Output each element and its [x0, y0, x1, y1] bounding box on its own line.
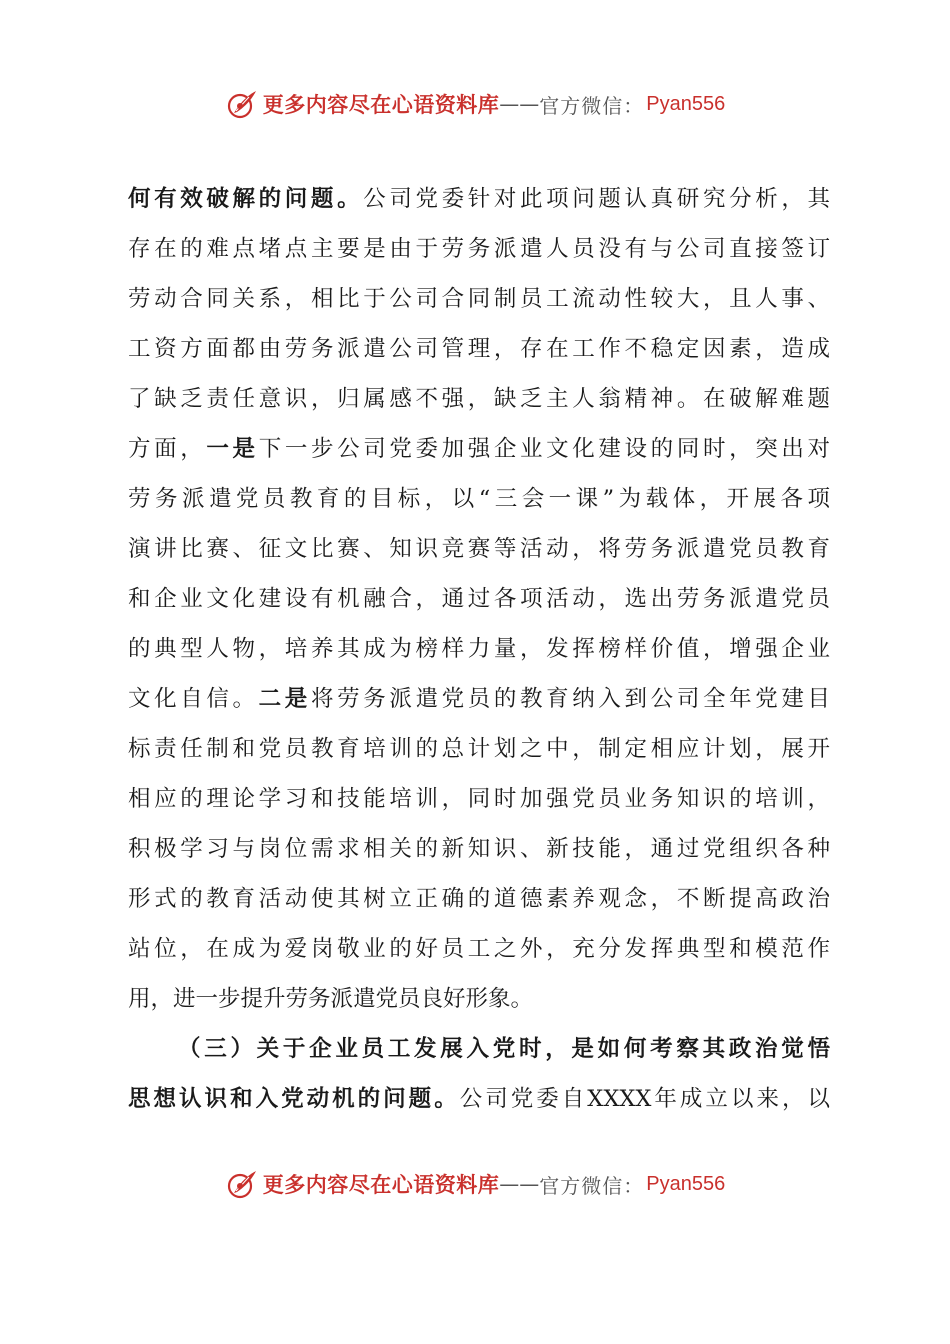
line-text: 存在的难点堵点主要是由于劳务派遣人员没有与公司直接签订	[128, 236, 830, 262]
text-line	[128, 274, 830, 324]
header-watermark-banner	[0, 84, 950, 124]
line-text: 劳动合同关系，相比于公司合同制员工流动性较大，且人事、	[128, 286, 830, 312]
banner-brand-text: 更多内容尽在心语资料库	[262, 1172, 500, 1197]
banner-brand-text: 更多内容尽在心语资料库	[262, 92, 500, 117]
line-text: 用，进一步提升劳务派遣党员良好形象。	[128, 986, 534, 1012]
text-line	[128, 974, 830, 1024]
line-text: 形式的教育活动使其树立正确的道德素养观念，不断提高政治	[128, 886, 830, 912]
line-text: 标责任制和党员教育培训的总计划之中，制定相应计划，展开	[128, 736, 830, 762]
line-prefix: 文化自信。	[128, 686, 259, 712]
line-text: 演讲比赛、征文比赛、知识竞赛等活动，将劳务派遣党员教育	[128, 536, 830, 562]
bold-heading-fragment: 何有效破解的问题。	[128, 186, 364, 212]
banner-dash: ——	[499, 1172, 540, 1196]
banner-dash: ——	[499, 92, 540, 116]
text-line	[128, 424, 830, 474]
line-text: 公司党委自XXXX年成立以来，以	[459, 1086, 830, 1112]
footer-watermark-banner	[0, 1164, 950, 1204]
text-line	[128, 724, 830, 774]
text-line	[128, 674, 830, 724]
quill-logo-icon	[225, 87, 259, 121]
line-text: 公司党委针对此项问题认真研究分析，其	[363, 186, 830, 212]
banner-wechat-id: Pyan556	[646, 1172, 726, 1195]
line-text: 相应的理论学习和技能培训，同时加强党员业务知识的培训，	[128, 786, 830, 812]
text-line	[128, 224, 830, 274]
text-line	[128, 574, 830, 624]
line-text: 站位，在成为爱岗敬业的好员工之外，充分发挥典型和模范作	[128, 936, 830, 962]
line-prefix: 方面，	[128, 436, 207, 462]
line-text: 劳务派遣党员教育的目标，以“三会一课”为载体，开展各项	[128, 486, 830, 512]
section-heading-continued: 思想认识和入党动机的问题。	[128, 1086, 460, 1112]
text-line	[128, 774, 830, 824]
banner-official-label: 官方微信：	[539, 93, 645, 118]
text-line	[128, 874, 830, 924]
section-heading-line	[128, 1024, 830, 1074]
quill-logo-icon	[225, 1167, 259, 1201]
banner-wechat-id: Pyan556	[646, 92, 726, 115]
line-text: 工资方面都由劳务派遣公司管理，存在工作不稳定因素，造成	[128, 336, 830, 362]
banner-official-label: 官方微信：	[539, 1173, 645, 1198]
bold-point-two: 二是	[258, 686, 311, 712]
text-line	[128, 374, 830, 424]
line-text: 和企业文化建设有机融合，通过各项活动，选出劳务派遣党员	[128, 586, 830, 612]
section-heading: （三）关于企业员工发展入党时，是如何考察其政治觉悟	[178, 1036, 830, 1062]
text-line	[128, 1074, 830, 1124]
bold-point-one: 一是	[206, 436, 259, 462]
line-text: 将劳务派遣党员的教育纳入到公司全年党建目	[310, 686, 830, 712]
text-line	[128, 624, 830, 674]
text-line	[128, 174, 830, 224]
text-line	[128, 324, 830, 374]
text-line	[128, 824, 830, 874]
text-line	[128, 524, 830, 574]
text-line	[128, 924, 830, 974]
text-line	[128, 474, 830, 524]
line-text: 积极学习与岗位需求相关的新知识、新技能，通过党组织各种	[128, 836, 830, 862]
document-body	[128, 174, 830, 1124]
line-text: 了缺乏责任意识，归属感不强，缺乏主人翁精神。在破解难题	[128, 386, 830, 412]
line-text: 下一步公司党委加强企业文化建设的同时，突出对	[258, 436, 830, 462]
line-text: 的典型人物，培养其成为榜样力量，发挥榜样价值，增强企业	[128, 636, 830, 662]
